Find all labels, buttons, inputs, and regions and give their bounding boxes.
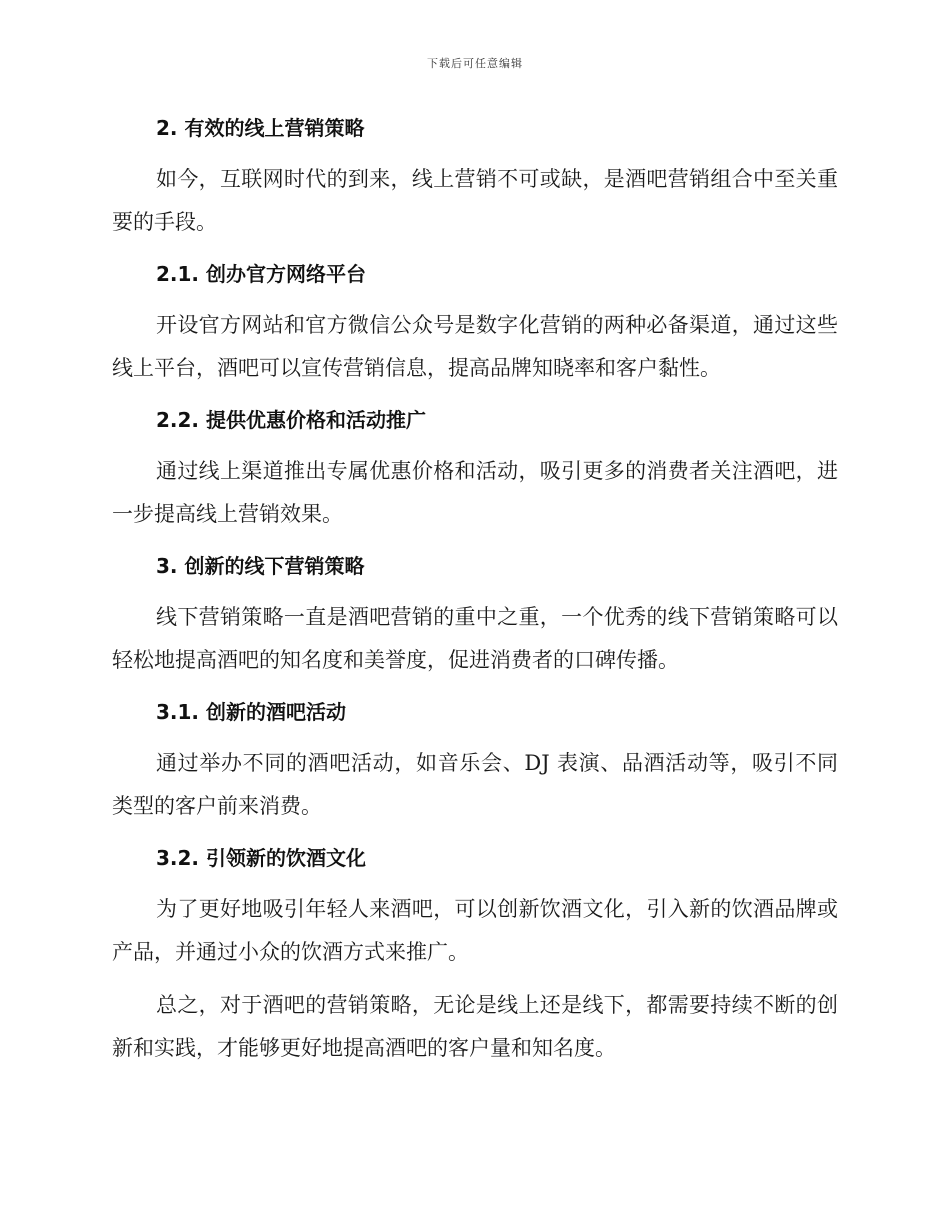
section-heading-3-1: 3.1. 创新的酒吧活动 [156,700,346,724]
paragraph-bar-events: 通过举办不同的酒吧活动，如音乐会、DJ 表演、品酒活动等，吸引不同类型的客户前来消费。 [112,751,838,818]
section-heading-3-2: 3.2. 引领新的饮酒文化 [156,846,366,870]
header-note: 下载后可任意编辑 [427,57,523,70]
section-heading-2: 2. 有效的线上营销策略 [156,116,365,140]
document-body [112,108,838,1080]
paragraph-offline-intro: 线下营销策略一直是酒吧营销的重中之重，一个优秀的线下营销策略可以轻松地提高酒吧的知名度和美誉度，促进消费者的口碑传播。 [112,605,838,672]
paragraph-online-intro: 如今，互联网时代的到来，线上营销不可或缺，是酒吧营销组合中至关重要的手段。 [112,167,838,234]
paragraph-discount-promotion: 通过线上渠道推出专属优惠价格和活动，吸引更多的消费者关注酒吧，进一步提高线上营销效果。 [112,459,838,526]
section-heading-2-2: 2.2. 提供优惠价格和活动推广 [156,408,426,432]
paragraph-official-platform: 开设官方网站和官方微信公众号是数字化营销的两种必备渠道，通过这些线上平台，酒吧可以宣传营销信息，提高品牌知晓率和客户黏性。 [112,313,838,380]
section-heading-2-1: 2.1. 创办官方网络平台 [156,262,366,286]
paragraph-drinking-culture: 为了更好地吸引年轻人来酒吧，可以创新饮酒文化，引入新的饮酒品牌或产品，并通过小众的饮酒方式来推广。 [112,897,838,964]
paragraph-conclusion: 总之，对于酒吧的营销策略，无论是线上还是线下，都需要持续不断的创新和实践，才能够更好地提高酒吧的客户量和知名度。 [112,993,838,1060]
section-heading-3: 3. 创新的线下营销策略 [156,554,365,578]
